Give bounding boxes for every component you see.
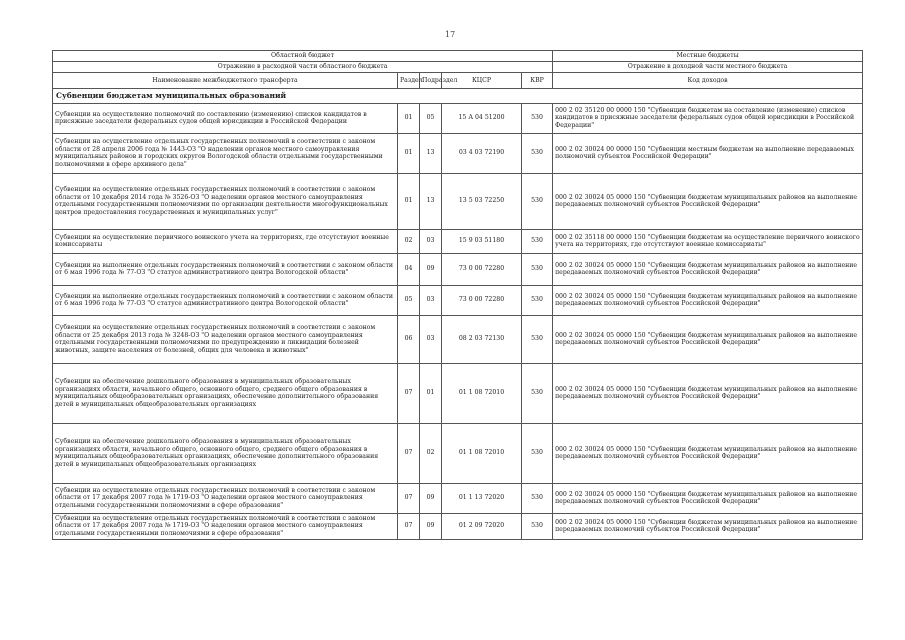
razdel-cell: 01 [398,173,420,229]
razdel-cell: 07 [398,363,420,423]
razdel-cell: 07 [398,483,420,513]
kvr-cell: 530 [522,513,553,539]
income-code-cell: 000 2 02 30024 05 0000 150 "Субвенции бюджетам муниципальных районов на выполнение передаваемых полномочий субъектов Российской Федерации" [553,513,863,539]
razdel-cell: 06 [398,315,420,363]
income-code-cell: 000 2 02 30024 00 0000 150 "Субвенции местным бюджетам на выполнение передаваемых полномочий субъектов Российской Федерации" [553,133,863,173]
podrazdel-cell: 01 [420,363,442,423]
podrazdel-cell: 13 [420,173,442,229]
kvr-cell: 530 [522,363,553,423]
table-row [53,423,863,483]
kvr-cell: 530 [522,173,553,229]
table-row [53,253,863,285]
transfer-name-cell: Субвенции на выполнение отдельных государственных полномочий в соответствии с законом области от 6 мая 1996 года № 77-ОЗ "О статусе административного центра Вологодской области" [53,285,398,315]
kcsr-cell: 73 0 00 72280 [442,285,522,315]
transfer-name-cell: Субвенции на осуществление первичного воинского учета на территориях, где отсутствуют военные комиссариаты [53,229,398,253]
section-row [53,89,863,104]
razdel-cell: 07 [398,423,420,483]
transfers-table [52,50,863,540]
income-code-cell: 000 2 02 30024 05 0000 150 "Субвенции бюджетам муниципальных районов на выполнение передаваемых полномочий субъектов Российской Федерации" [553,483,863,513]
header-razdel: Раздел [398,73,420,89]
table-row [53,285,863,315]
transfer-name-cell: Субвенции на выполнение отдельных государственных полномочий в соответствии с законом области от 6 мая 1996 года № 77-ОЗ "О статусе административного центра Вологодской области" [53,253,398,285]
section-title: Субвенции бюджетам муниципальных образований [53,89,863,104]
header-podrazdel: Подраздел [420,73,442,89]
kvr-cell: 530 [522,285,553,315]
razdel-cell: 04 [398,253,420,285]
kvr-cell: 530 [522,229,553,253]
razdel-cell: 05 [398,285,420,315]
income-code-cell: 000 2 02 35118 00 0000 150 "Субвенции бюджетам на осуществление первичного воинского учета на территориях, где отсутствуют военные комиссариаты" [553,229,863,253]
table-row [53,513,863,539]
kvr-cell: 530 [522,483,553,513]
income-code-cell: 000 2 02 30024 05 0000 150 "Субвенции бюджетам муниципальных районов на выполнение передаваемых полномочий субъектов Российской Федерации" [553,253,863,285]
kvr-cell: 530 [522,315,553,363]
income-code-cell: 000 2 02 30024 05 0000 150 "Субвенции бюджетам муниципальных районов на выполнение передаваемых полномочий субъектов Российской Федерации" [553,363,863,423]
podrazdel-cell: 03 [420,229,442,253]
table-row [53,483,863,513]
income-code-cell: 000 2 02 30024 05 0000 150 "Субвенции бюджетам муниципальных районов на выполнение передаваемых полномочий субъектов Российской Федерации" [553,315,863,363]
kcsr-cell: 01 1 08 72010 [442,363,522,423]
table-row [53,315,863,363]
razdel-cell: 07 [398,513,420,539]
table-row [53,229,863,253]
header-local-budgets: Местные бюджеты [553,51,863,62]
table-row [53,173,863,229]
transfer-name-cell: Субвенции на осуществление отдельных государственных полномочий в соответствии с законом области от 28 апреля 2006 года № 1443-ОЗ "О наделении органов местного самоуправления муниципальных районов и городских округов Вологодской области отдельными государственными полномочиями в сфере архивного дела" [53,133,398,173]
header-income-code: Код доходов [553,73,863,89]
razdel-cell: 01 [398,133,420,173]
kcsr-cell: 73 0 00 72280 [442,253,522,285]
kcsr-cell: 08 2 03 72130 [442,315,522,363]
transfer-name-cell: Субвенции на осуществление отдельных государственных полномочий в соответствии с законом области от 17 декабря 2007 года № 1719-ОЗ "О наделении органов местного самоуправления отдельными государственными полномочиями в сфере образования" [53,513,398,539]
kcsr-cell: 15 А 04 51200 [442,103,522,133]
header-regional-budget: Областной бюджет [53,51,553,62]
podrazdel-cell: 13 [420,133,442,173]
podrazdel-cell: 05 [420,103,442,133]
table-row [53,363,863,423]
kvr-cell: 530 [522,103,553,133]
income-code-cell: 000 2 02 30024 05 0000 150 "Субвенции бюджетам муниципальных районов на выполнение передаваемых полномочий субъектов Российской Федерации" [553,173,863,229]
podrazdel-cell: 09 [420,253,442,285]
kvr-cell: 530 [522,133,553,173]
page-number: 17 [445,30,456,39]
kcsr-cell: 13 5 03 72250 [442,173,522,229]
kcsr-cell: 15 9 03 51180 [442,229,522,253]
header-kcsr: КЦСР [442,73,522,89]
podrazdel-cell: 09 [420,513,442,539]
kcsr-cell: 01 2 09 72020 [442,513,522,539]
razdel-cell: 02 [398,229,420,253]
header-income-reflection: Отражение в доходной части местного бюджета [553,62,863,73]
transfer-name-cell: Субвенции на осуществление отдельных государственных полномочий в соответствии с законом области от 10 декабря 2014 года № 3526-ОЗ "О наделении органов местного самоуправления отдельными государственными полномочиями по организации деятельности многофункциональных центров предоставления государственных и муниципальных услуг" [53,173,398,229]
kvr-cell: 530 [522,253,553,285]
income-code-cell: 000 2 02 30024 05 0000 150 "Субвенции бюджетам муниципальных районов на выполнение передаваемых полномочий субъектов Российской Федерации" [553,423,863,483]
transfer-name-cell: Субвенции на осуществление полномочий по составлению (изменению) списков кандидатов в присяжные заседатели федеральных судов общей юрисдикции в Российской Федерации [53,103,398,133]
transfer-name-cell: Субвенции на осуществление отдельных государственных полномочий в соответствии с законом области от 17 декабря 2007 года № 1719-ОЗ "О наделении органов местного самоуправления отдельными государственными полномочиями в сфере образования" [53,483,398,513]
income-code-cell: 000 2 02 35120 00 0000 150 "Субвенции бюджетам на составление (изменение) списков кандидатов в присяжные заседатели федеральных судов общей юрисдикции в Российской Федерации" [553,103,863,133]
header-expense-reflection: Отражение в расходной части областного бюджета [53,62,553,73]
income-code-cell: 000 2 02 30024 05 0000 150 "Субвенции бюджетам муниципальных районов на выполнение передаваемых полномочий субъектов Российской Федерации" [553,285,863,315]
podrazdel-cell: 03 [420,315,442,363]
table-row [53,133,863,173]
podrazdel-cell: 02 [420,423,442,483]
transfer-name-cell: Субвенции на осуществление отдельных государственных полномочий в соответствии с законом области от 25 декабря 2013 года № 3248-ОЗ "О наделении органов местного самоуправления отдельными государственными полномочиями по предупреждению и ликвидации болезней животных, защите населения от болезней, общих для человека и животных" [53,315,398,363]
kvr-cell: 530 [522,423,553,483]
transfer-name-cell: Субвенции на обеспечение дошкольного образования в муниципальных образовательных организациях области, начального общего, основного общего, среднего общего образования в муниципальных общеобразовательных организациях, обеспечение дополнительного образования детей в муниципальных общеобразовательных организациях [53,423,398,483]
kcsr-cell: 01 1 08 72010 [442,423,522,483]
transfer-name-cell: Субвенции на обеспечение дошкольного образования в муниципальных образовательных организациях области, начального общего, основного общего, среднего общего образования в муниципальных общеобразовательных организациях, обеспечение дополнительного образования детей в муниципальных общеобразовательных организациях [53,363,398,423]
header-transfer-name: Наименование межбюджетного трансферта [53,73,398,89]
kcsr-cell: 01 1 13 72020 [442,483,522,513]
podrazdel-cell: 03 [420,285,442,315]
header-kvr: КВР [522,73,553,89]
razdel-cell: 01 [398,103,420,133]
podrazdel-cell: 09 [420,483,442,513]
table-row [53,103,863,133]
kcsr-cell: 03 4 03 72190 [442,133,522,173]
